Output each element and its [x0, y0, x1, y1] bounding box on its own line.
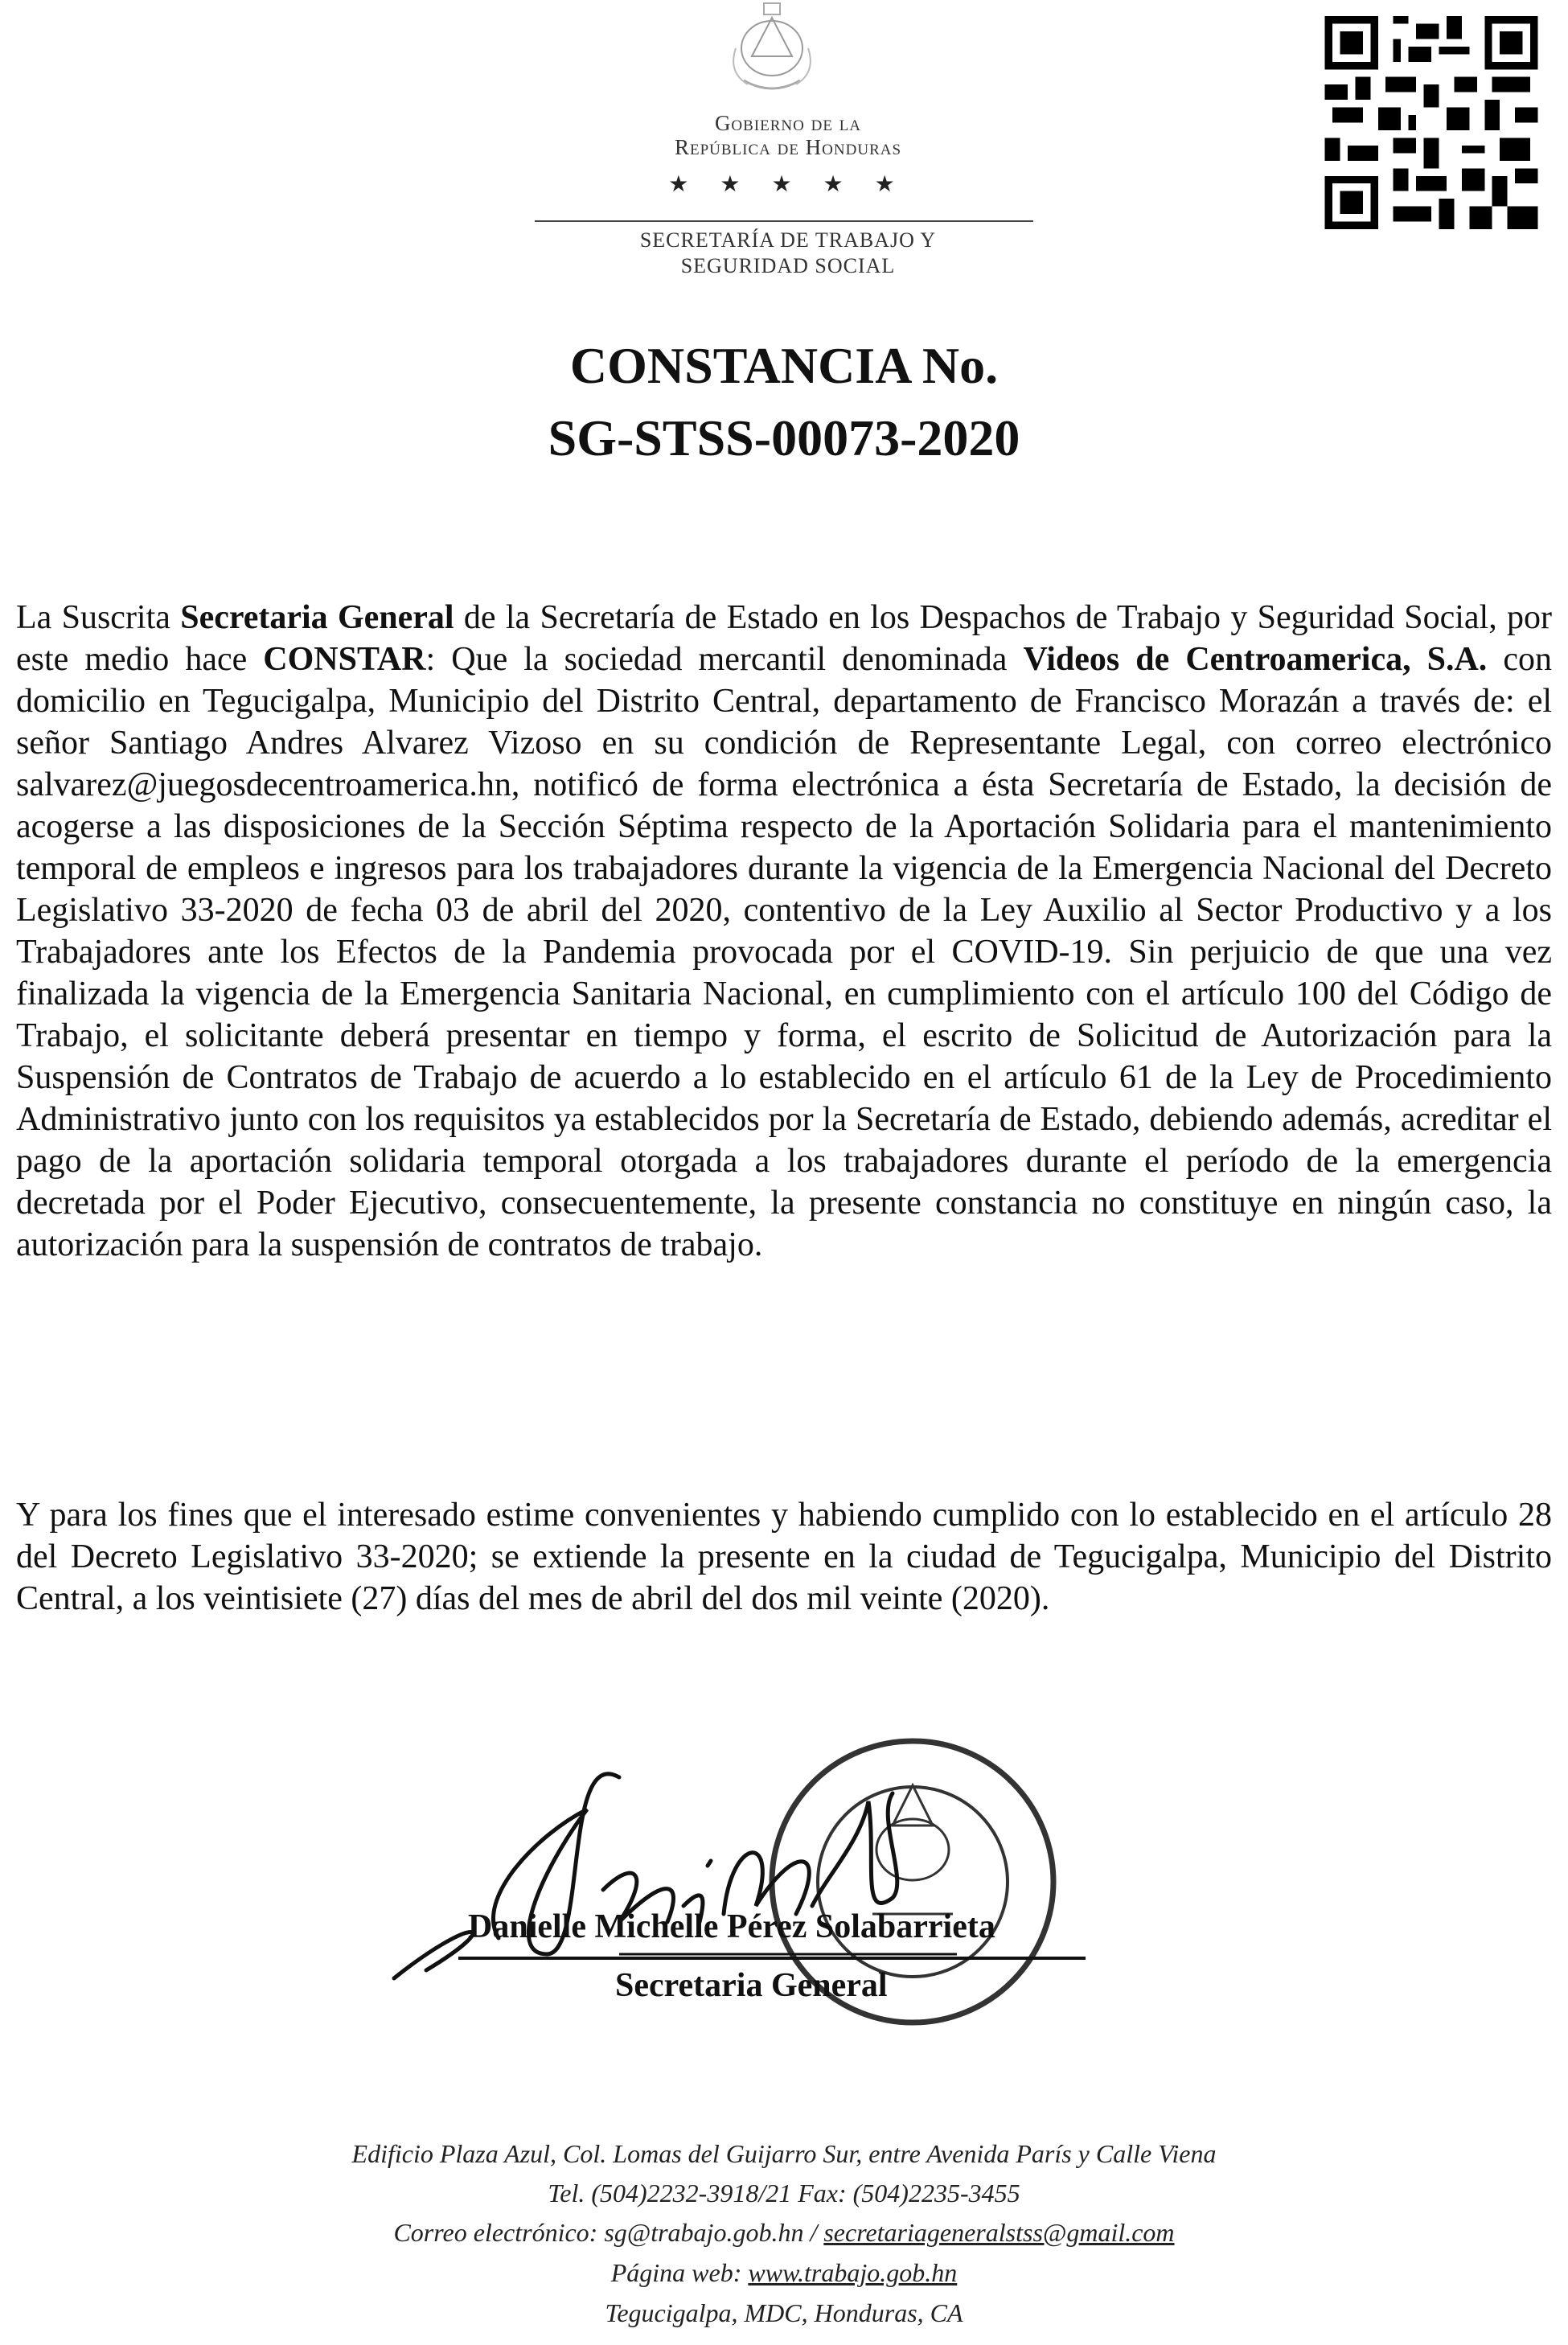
stars-decoration	[563, 170, 1013, 198]
honduras-coat-of-arms-icon	[720, 0, 824, 105]
signatory-role: Secretaria General	[615, 1967, 888, 2004]
p1-text-e: : Que la sociedad mercantil denominada	[425, 641, 1024, 678]
footer-phone: Tel. (504)2232-3918/21 Fax: (504)2235-3455	[548, 2179, 1020, 2207]
signature-and-stamp	[378, 1713, 1126, 2067]
footer-email	[161, 2218, 1407, 2248]
ministry-name-line1: SECRETARÍA DE TRABAJO Y	[639, 228, 937, 252]
government-name-line2: República de Honduras	[674, 135, 902, 159]
document-number: SG-STSS-00073-2020	[548, 409, 1020, 466]
p1-bold-secretaria-general: Secretaria General	[180, 599, 454, 636]
p1-text-a: La Suscrita	[16, 599, 181, 636]
body-paragraph-1	[16, 597, 1552, 1266]
footer-web-label: Página web:	[610, 2258, 749, 2287]
p1-text-c: de la Secretaría de Estado en los Despachos de Trabajo y Seguridad Social, por este medio hace	[16, 599, 1552, 678]
government-name-line1: Gobierno de la	[714, 111, 862, 135]
signatory-name: Danielle Michelle Pérez Solabarrieta	[468, 1908, 995, 1945]
header-divider	[535, 220, 1033, 222]
footer-email-link[interactable]: secretariageneralstss@gmail.com	[823, 2218, 1175, 2247]
handwritten-signature	[394, 1774, 897, 1978]
footer-city: Tegucigalpa, MDC, Honduras, CA	[605, 2298, 963, 2327]
qr-code-icon	[1319, 16, 1544, 229]
footer-web-link[interactable]: www.trabajo.gob.hn	[748, 2258, 958, 2287]
footer-address: Edificio Plaza Azul, Col. Lomas del Guijarro Sur, entre Avenida París y Calle Viena	[351, 2139, 1217, 2168]
footer-email-label: Correo electrónico: sg@trabajo.gob.hn /	[393, 2218, 824, 2247]
document-title: CONSTANCIA No.	[569, 337, 999, 394]
ministry-name-line2: SEGURIDAD SOCIAL	[680, 254, 896, 277]
p1-bold-constar: CONSTAR	[263, 641, 426, 678]
body-paragraph-2: Y para los fines que el interesado estime convenientes y habiendo cumplido con lo establecido en el artículo 28 del Decreto Legislativo 33-2020; se extiende la presente en la ciudad de Tegucigalpa, Municipio del Distrito Central, a los veintisiete (27) días del mes de abril del dos mil veinte (2020).	[16, 1497, 1552, 1617]
stars-text: ★ ★ ★ ★ ★	[668, 172, 908, 197]
p1-text-g: con domicilio en Tegucigalpa, Municipio del Distrito Central, departamento de Francisco Morazán a través de: el señor Santiago Andres Alvarez Vizoso en su condición de Representante Legal, con correo electrónico salvarez@juegosdecentroamerica.hn, notificó de forma electrónica a ésta Secretaría de Estado, la decisión de acogerse a las disposiciones de la Sección Séptima respecto de la Aportación Solidaria para el mantenimiento temporal de empleos e ingresos para los trabajadores durante la vigencia de la Emergencia Nacional del Decreto Legislativo 33-2020 de fecha 03 de abril del 2020, contentivo de la Ley Auxilio al Sector Productivo y a los Trabajadores ante los Efectos de la Pandemia provocada por el COVID-19. Sin perjuicio de que una vez finalizada la vigencia de la Emergencia Sanitaria Nacional, en cumplimiento con el artículo 100 del Código de Trabajo, el solicitante deberá presentar en tiempo y forma, el escrito de Solicitud de Autorización para la Suspensión de Contratos de Trabajo de acuerdo a lo establecido en el artículo 61 de la Ley de Procedimiento Administrativo junto con los requisitos ya establecidos por la Secretaría de Estado, debiendo además, acreditar el pago de la aportación solidaria temporal otorgada a los trabajadores durante el período de la emergencia decretada por el Poder Ejecutivo, consecuentemente, la presente constancia no constituye en ningún caso, la autorización para la suspensión de contratos de trabajo.	[16, 641, 1552, 1263]
footer-website	[161, 2258, 1407, 2288]
p1-bold-company-name: Videos de Centroamerica, S.A.	[1023, 641, 1488, 678]
